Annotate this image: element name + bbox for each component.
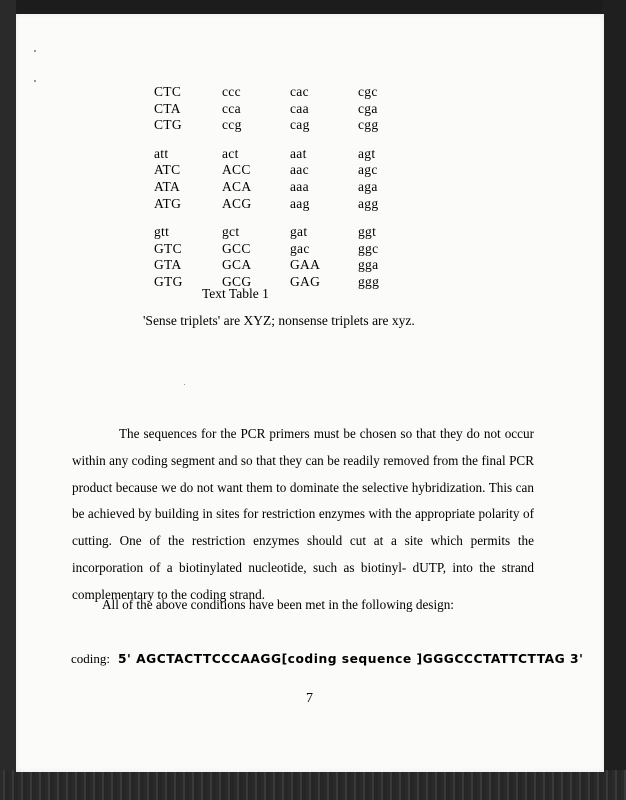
codon-cell: GCG xyxy=(222,273,252,289)
codon-cell: gct xyxy=(222,224,240,240)
codon-cell: GCA xyxy=(222,257,252,273)
scan-border-right xyxy=(602,0,626,800)
codon-cell: aga xyxy=(358,178,378,194)
codon-cell: agg xyxy=(358,195,379,211)
codon-cell: ACA xyxy=(222,178,252,194)
codon-cell: CTC xyxy=(154,84,182,99)
codon-row xyxy=(154,274,454,291)
design-intro-line: All of the above conditions have been met in the following design: xyxy=(102,597,454,612)
codon-cell: GTG xyxy=(154,273,183,289)
codon-cell: cga xyxy=(358,100,378,116)
codon-cell: GCC xyxy=(222,240,251,256)
codon-cell: ccg xyxy=(222,117,242,133)
page-number: 7 xyxy=(306,691,313,706)
codon-cell: GAA xyxy=(290,257,321,273)
codon-cell: GAG xyxy=(290,273,321,289)
codon-table xyxy=(154,84,454,303)
codon-cell: cgc xyxy=(358,84,378,99)
codon-cell: GTC xyxy=(154,240,182,256)
codon-cell: ggt xyxy=(358,224,377,240)
codon-cell: aag xyxy=(290,195,310,211)
coding-label: coding: xyxy=(71,651,110,666)
codon-row xyxy=(154,117,454,134)
speck xyxy=(184,384,185,385)
body-paragraph xyxy=(72,421,534,609)
codon-cell: cag xyxy=(290,117,310,133)
codon-cell: gac xyxy=(290,240,310,256)
codon-cell: cac xyxy=(290,84,309,99)
codon-cell: aat xyxy=(290,145,307,161)
codon-row xyxy=(154,162,454,179)
codon-cell: aac xyxy=(290,162,309,178)
codon-cell: att xyxy=(154,145,169,161)
codon-cell: gat xyxy=(290,224,308,240)
scan-border-left xyxy=(0,0,16,780)
codon-cell: ATA xyxy=(154,178,181,194)
codon-cell: gga xyxy=(358,257,379,273)
codon-cell: ACG xyxy=(222,195,252,211)
codon-block xyxy=(154,224,454,290)
coding-line xyxy=(71,650,583,668)
speck xyxy=(34,80,36,82)
codon-cell: caa xyxy=(290,100,309,116)
codon-cell: ccc xyxy=(222,84,241,99)
codon-cell: ggg xyxy=(358,273,380,289)
codon-row xyxy=(154,241,454,258)
codon-cell: ATG xyxy=(154,195,182,211)
codon-row xyxy=(154,101,454,118)
codon-cell: ggc xyxy=(358,240,379,256)
codon-cell: CTA xyxy=(154,100,181,116)
codon-cell: GTA xyxy=(154,257,182,273)
codon-cell: act xyxy=(222,145,239,161)
codon-block xyxy=(154,84,454,134)
codon-cell: CTG xyxy=(154,117,182,133)
codon-row xyxy=(154,179,454,196)
scan-border-bottom xyxy=(0,770,626,800)
codon-cell: cca xyxy=(222,100,241,116)
codon-row xyxy=(154,146,454,163)
body-paragraph-text: The sequences for the PCR primers must be chosen so that they do not occur within any coding segment and so that they can be readily removed from the final PCR product because we do not want them to dominate the selective hybridization. This can be achieved by building in sites for restriction enzymes with the appropriate polarity of cutting. One of the restriction enzymes should cut at a site which permits the incorporation of a biotinylated nucleotide, such as biotinyl- dUTP, into the strand complementary to the coding strand. xyxy=(72,426,534,602)
table-caption: Text Table 1 xyxy=(202,286,269,301)
codon-row xyxy=(154,84,454,101)
codon-cell: ATC xyxy=(154,162,181,178)
coding-sequence: 5' AGCTACTTCCCAAGG[coding sequence ]GGGCCCTATTCTTAG 3' xyxy=(118,652,584,666)
codon-cell: ACC xyxy=(222,162,251,178)
table-note: 'Sense triplets' are XYZ; nonsense triplets are xyz. xyxy=(143,313,415,328)
codon-cell: cgg xyxy=(358,117,379,133)
codon-cell: agc xyxy=(358,162,378,178)
codon-cell: gtt xyxy=(154,224,170,240)
codon-cell: agt xyxy=(358,145,376,161)
codon-row xyxy=(154,224,454,241)
codon-row xyxy=(154,257,454,274)
codon-block xyxy=(154,146,454,212)
codon-cell: aaa xyxy=(290,178,309,194)
speck xyxy=(34,50,36,52)
codon-row xyxy=(154,196,454,213)
